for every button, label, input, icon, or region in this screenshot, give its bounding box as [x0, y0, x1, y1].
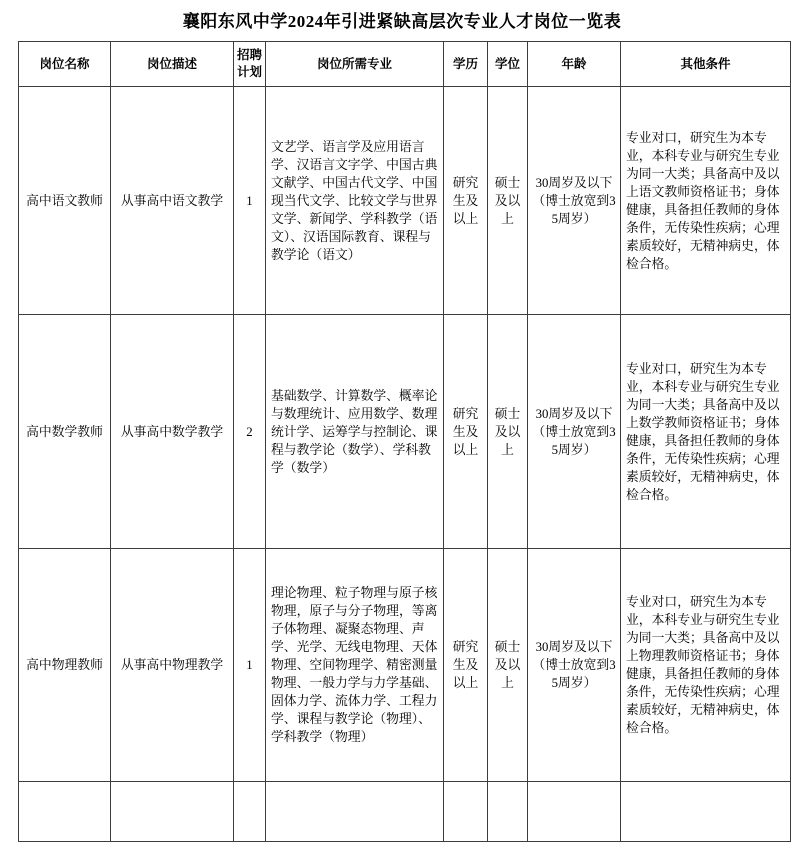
cell-position-name: 高中语文教师 — [19, 87, 111, 315]
positions-table — [18, 41, 791, 842]
header-row — [19, 42, 791, 87]
col-header-position-description: 岗位描述 — [111, 42, 234, 87]
cell-required-majors: 理论物理、粒子物理与原子核物理，原子与分子物理，等离子体物理、凝聚态物理、声学、光学、无线电物理、天体物理、空间物理学、精密测量物理、一般力学与力学基础、固体力学、流体力学、工程力学、课程与教学论（物理）、学科教学（物理） — [266, 549, 444, 782]
cell-position-description: 从事高中数学教学 — [111, 315, 234, 549]
cell-empty — [444, 782, 488, 842]
cell-education: 研究生及以上 — [444, 549, 488, 782]
cell-age: 30周岁及以下（博士放宽到35周岁） — [528, 549, 621, 782]
cell-education: 研究生及以上 — [444, 315, 488, 549]
col-header-degree: 学位 — [488, 42, 528, 87]
col-header-education: 学历 — [444, 42, 488, 87]
table-row-clipped — [19, 782, 791, 842]
table-row-math-teacher — [19, 315, 791, 549]
cell-recruit-quota: 2 — [234, 315, 266, 549]
cell-position-name: 高中物理教师 — [19, 549, 111, 782]
table-row-chinese-teacher — [19, 87, 791, 315]
cell-empty — [528, 782, 621, 842]
cell-position-name: 高中数学教师 — [19, 315, 111, 549]
cell-degree: 硕士及以上 — [488, 87, 528, 315]
cell-empty — [488, 782, 528, 842]
cell-recruit-quota: 1 — [234, 549, 266, 782]
table-row-physics-teacher — [19, 549, 791, 782]
cell-age: 30周岁及以下（博士放宽到35周岁） — [528, 87, 621, 315]
col-header-age: 年龄 — [528, 42, 621, 87]
page-title: 襄阳东风中学2024年引进紧缺高层次专业人才岗位一览表 — [182, 12, 622, 31]
document-page — [0, 7, 804, 842]
cell-other-conditions: 专业对口，研究生为本专业，本科专业与研究生专业为同一大类；具备高中及以上语文教师资格证书；身体健康，具备担任教师的身体条件，无传染性疾病；心理素质较好，无精神病史，体检合格。 — [621, 87, 791, 315]
cell-other-conditions: 专业对口，研究生为本专业，本科专业与研究生专业为同一大类；具备高中及以上数学教师资格证书；身体健康，具备担任教师的身体条件，无传染性疾病；心理素质较好，无精神病史，体检合格。 — [621, 315, 791, 549]
cell-education: 研究生及以上 — [444, 87, 488, 315]
cell-empty — [621, 782, 791, 842]
cell-required-majors: 基础数学、计算数学、概率论与数理统计、应用数学、数理统计学、运筹学与控制论、课程与教学论（数学）、学科教学（数学） — [266, 315, 444, 549]
col-header-required-majors: 岗位所需专业 — [266, 42, 444, 87]
cell-degree: 硕士及以上 — [488, 315, 528, 549]
col-header-recruit-quota: 招聘计划 — [234, 42, 266, 87]
cell-empty — [266, 782, 444, 842]
cell-empty — [234, 782, 266, 842]
cell-empty — [19, 782, 111, 842]
cell-empty — [111, 782, 234, 842]
col-header-other-conditions: 其他条件 — [621, 42, 791, 87]
cell-position-description: 从事高中物理教学 — [111, 549, 234, 782]
cell-degree: 硕士及以上 — [488, 549, 528, 782]
cell-position-description: 从事高中语文教学 — [111, 87, 234, 315]
cell-required-majors: 文艺学、语言学及应用语言学、汉语言文字学、中国古典文献学、中国古代文学、中国现当代文学、比较文学与世界文学、新闻学、学科教学（语文）、汉语国际教育、课程与教学论（语文） — [266, 87, 444, 315]
cell-other-conditions: 专业对口，研究生为本专业，本科专业与研究生专业为同一大类；具备高中及以上物理教师资格证书；身体健康，具备担任教师的身体条件，无传染性疾病；心理素质较好，无精神病史，体检合格。 — [621, 549, 791, 782]
cell-recruit-quota: 1 — [234, 87, 266, 315]
cell-age: 30周岁及以下（博士放宽到35周岁） — [528, 315, 621, 549]
col-header-position-name: 岗位名称 — [19, 42, 111, 87]
